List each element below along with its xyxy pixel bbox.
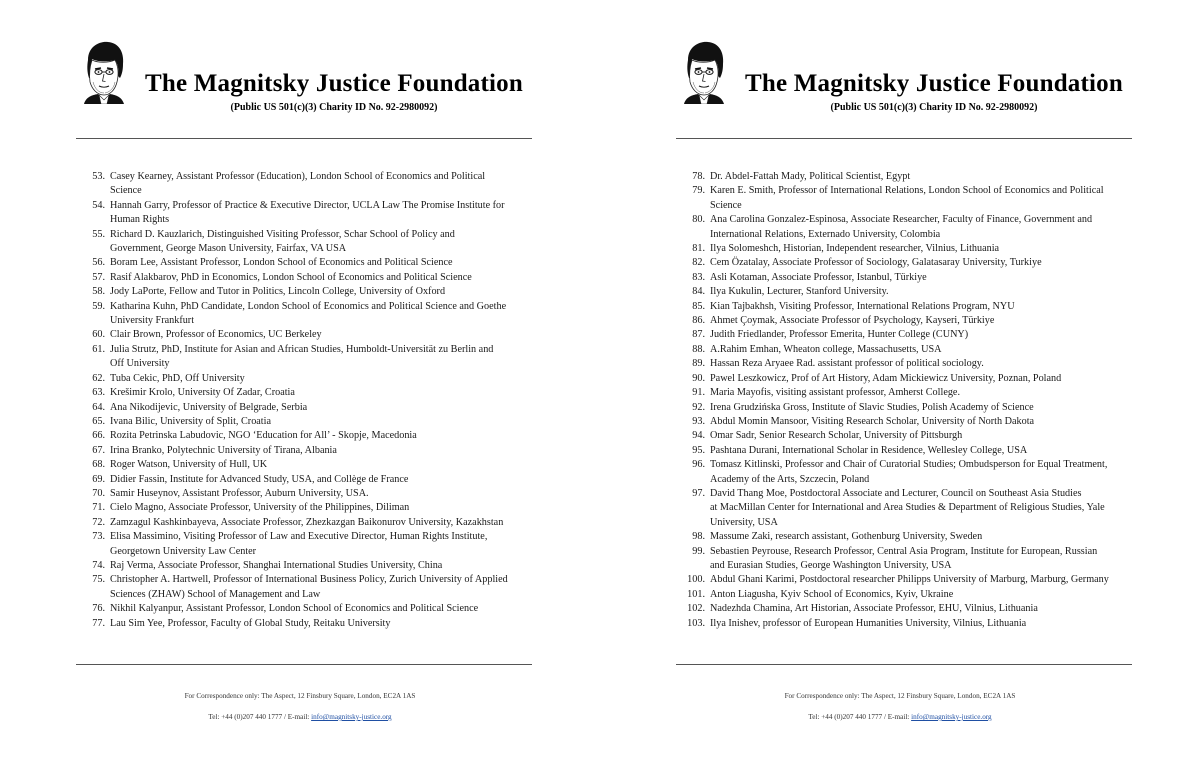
signatory-item: [674, 386, 1134, 400]
signatory-number: 86.: [692, 315, 705, 327]
signatory-line: Hannah Garry, Professor of Practice & Executive Director, UCLA Law The Promise Institute for: [110, 199, 505, 211]
signatory-item: [674, 357, 1134, 371]
signatory-number: 92.: [692, 401, 705, 413]
signatory-item: [674, 444, 1134, 458]
signatory-item: [88, 300, 528, 329]
signatory-text: [705, 545, 1134, 574]
signatory-text: [705, 256, 1134, 270]
signatory-line: Pashtana Durani, International Scholar in Residence, Wellesley College, USA: [710, 444, 1028, 456]
signatory-item: [674, 415, 1134, 429]
signatory-line: Sebastien Peyrouse, Research Professor, Central Asia Program, Institute for European, Russian: [710, 545, 1098, 557]
signatory-line: Irena Grudzińska Gross, Institute of Slavic Studies, Polish Academy of Science: [710, 401, 1034, 413]
signatory-text: [705, 429, 1134, 443]
signatory-item: [88, 199, 528, 228]
signatory-line: Pawel Leszkowicz, Prof of Art History, Adam Mickiewicz University, Poznan, Poland: [710, 372, 1062, 384]
signatory-line: Ana Nikodijevic, University of Belgrade, Serbia: [110, 401, 308, 413]
signatory-text: [705, 343, 1134, 357]
footer-divider: [76, 664, 532, 665]
signatory-line: Asli Kotaman, Associate Professor, Istanbul, Türkiye: [710, 271, 927, 283]
signatory-text: [105, 372, 528, 386]
signatory-line: Academy of the Arts, Szczecin, Poland: [710, 473, 870, 485]
signatory-text: [705, 602, 1134, 616]
signatory-text: [105, 501, 528, 515]
signatory-line: Cem Özatalay, Associate Professor of Sociology, Galatasaray University, Turkiye: [710, 257, 1042, 269]
signatory-line: at MacMillan Center for International and Area Studies & Department of Religious Studies, Yale: [710, 502, 1105, 514]
signatory-text: [705, 617, 1134, 631]
signatory-line: Christopher A. Hartwell, Professor of International Business Policy, Zurich University of Applied: [110, 574, 508, 586]
signatory-number: 60.: [92, 329, 105, 341]
signatory-number: 67.: [92, 444, 105, 456]
signatory-line: Kian Tajbakhsh, Visiting Professor, International Relations Program, NYU: [710, 300, 1015, 312]
signatory-item: [674, 458, 1134, 487]
contact-line: [0, 713, 600, 721]
signatory-number: 96.: [692, 459, 705, 471]
signatory-text: [705, 328, 1134, 342]
signatory-text: [705, 170, 1134, 184]
signatory-number: 79.: [692, 185, 705, 197]
signatory-number: 81.: [692, 243, 705, 255]
signatory-item: [88, 271, 528, 285]
signatory-line: Hassan Reza Aryaee Rad. assistant professor of political sociology.: [710, 358, 984, 370]
signatory-item: [88, 372, 528, 386]
signatory-text: [705, 184, 1134, 213]
signatory-line: Roger Watson, University of Hull, UK: [110, 459, 268, 471]
signatory-line: Krešimir Krolo, University Of Zadar, Croatia: [110, 387, 295, 399]
signatory-item: [674, 285, 1134, 299]
signatory-text: [705, 530, 1134, 544]
signatory-number: 53.: [92, 171, 105, 182]
signatory-number: 71.: [92, 502, 105, 514]
signatory-text: [705, 242, 1134, 256]
signatory-number: 85.: [692, 300, 705, 312]
signatory-number: 102.: [687, 603, 705, 615]
signatory-item: [88, 228, 528, 257]
signatory-line: Cielo Magno, Associate Professor, University of the Philippines, Diliman: [110, 502, 410, 514]
signatory-item: [674, 530, 1134, 544]
signatory-number: 58.: [92, 286, 105, 298]
signatory-text: [105, 602, 528, 616]
signatory-line: Lau Sim Yee, Professor, Faculty of Global Study, Reitaku University: [110, 617, 391, 629]
signatory-list: [674, 170, 1134, 631]
signatory-number: 54.: [92, 199, 105, 211]
signatory-text: [105, 386, 528, 400]
signatory-text: [105, 401, 528, 415]
signatory-line: Jody LaPorte, Fellow and Tutor in Politics, Lincoln College, University of Oxford: [110, 286, 446, 298]
signatory-item: [88, 170, 528, 199]
signatory-text: [105, 271, 528, 285]
signatory-item: [674, 545, 1134, 574]
signatory-item: [674, 300, 1134, 314]
signatory-line: Government, George Mason University, Fairfax, VA USA: [110, 243, 347, 255]
signatory-number: 73.: [92, 531, 105, 543]
signatory-item: [674, 588, 1134, 602]
footer-divider: [676, 664, 1132, 665]
signatory-line: Raj Verma, Associate Professor, Shanghai International Studies University, China: [110, 559, 443, 571]
signatory-item: [88, 559, 528, 573]
signatory-text: [705, 314, 1134, 328]
signatory-number: 83.: [692, 271, 705, 283]
signatory-item: [674, 573, 1134, 587]
signatory-number: 87.: [692, 329, 705, 341]
signatory-item: [674, 429, 1134, 443]
signatory-text: [705, 357, 1134, 371]
signatory-number: 77.: [92, 617, 105, 629]
signatory-number: 55.: [92, 228, 105, 240]
signatory-item: [674, 372, 1134, 386]
signatory-line: Ilya Solomeshch, Historian, Independent researcher, Vilnius, Lithuania: [710, 243, 1000, 255]
signatory-text: [105, 343, 528, 372]
signatory-item: [674, 213, 1134, 242]
signatory-number: 99.: [692, 545, 705, 557]
signatory-text: [705, 300, 1134, 314]
signatory-number: 90.: [692, 372, 705, 384]
signatory-item: [88, 530, 528, 559]
signatory-item: [88, 487, 528, 501]
signatory-number: 59.: [92, 300, 105, 312]
signatory-line: Massume Zaki, research assistant, Gothenburg University, Sweden: [710, 531, 983, 543]
signatory-line: Katharina Kuhn, PhD Candidate, London School of Economics and Political Science and Goethe: [110, 300, 507, 312]
header-divider: [76, 138, 532, 139]
signatory-line: Off University: [110, 358, 170, 370]
signatory-number: 63.: [92, 387, 105, 399]
signatory-text: [105, 199, 528, 228]
telephone-text: Tel: +44 (0)207 440 1777 / E-mail:: [808, 713, 912, 721]
signatory-line: Rasif Alakbarov, PhD in Economics, London School of Economics and Political Science: [110, 271, 472, 283]
signatory-line: Casey Kearney, Assistant Professor (Education), London School of Economics and Political: [110, 171, 486, 182]
signatory-text: [705, 285, 1134, 299]
signatory-line: Sciences (ZHAW) School of Management and Law: [110, 588, 321, 600]
signatory-number: 74.: [92, 559, 105, 571]
signatory-item: [674, 242, 1134, 256]
signatory-line: Dr. Abdel-Fattah Mady, Political Scientist, Egypt: [710, 171, 911, 182]
signatory-number: 80.: [692, 214, 705, 226]
signatory-line: Zamzagul Kashkinbayeva, Associate Professor, Zhezkazgan Baikonurov University, Kazakhstan: [110, 516, 504, 528]
signatory-number: 94.: [692, 430, 705, 442]
signatory-number: 101.: [687, 588, 705, 600]
signatory-text: [105, 530, 528, 559]
contact-line: [600, 713, 1200, 721]
signatory-line: Ahmet Çoymak, Associate Professor of Psychology, Kayseri, Türkiye: [710, 315, 995, 327]
signatory-number: 64.: [92, 401, 105, 413]
signatory-text: [705, 487, 1134, 530]
signatory-text: [105, 328, 528, 342]
signatory-text: [705, 386, 1134, 400]
signatory-number: 82.: [692, 257, 705, 269]
signatory-line: Richard D. Kauzlarich, Distinguished Visiting Professor, Schar School of Policy and: [110, 228, 455, 240]
foundation-title: The Magnitsky Justice Foundation: [145, 70, 523, 97]
signatory-text: [105, 617, 528, 631]
signatory-text: [705, 458, 1134, 487]
signatory-item: [88, 256, 528, 270]
signatory-number: 97.: [692, 487, 705, 499]
signatory-line: Tomasz Kitlinski, Professor and Chair of Curatorial Studies; Ombudsperson for Equal Treatment,: [710, 459, 1108, 471]
header-divider: [676, 138, 1132, 139]
signatory-item: [88, 343, 528, 372]
email-link[interactable]: info@magnitsky-justice.org: [911, 713, 992, 721]
signatory-text: [105, 444, 528, 458]
signatory-number: 66.: [92, 430, 105, 442]
signatory-item: [88, 617, 528, 631]
signatory-text: [705, 444, 1134, 458]
signatory-text: [705, 415, 1134, 429]
signatory-number: 78.: [692, 171, 705, 182]
signatory-line: Georgetown University Law Center: [110, 545, 257, 557]
signatory-line: Omar Sadr, Senior Research Scholar, University of Pittsburgh: [710, 430, 963, 442]
signatory-number: 95.: [692, 444, 705, 456]
signatory-line: David Thang Moe, Postdoctoral Associate and Lecturer, Council on Southeast Asia Studies: [710, 487, 1082, 499]
signatory-line: Elisa Massimino, Visiting Professor of Law and Executive Director, Human Rights Institute,: [110, 531, 488, 543]
signatory-item: [88, 429, 528, 443]
signatory-line: and Eurasian Studies, George Washington University, USA: [710, 559, 952, 571]
signatory-item: [674, 271, 1134, 285]
correspondence-address: For Correspondence only: The Aspect, 12 Finsbury Square, London, EC2A 1AS: [784, 692, 1016, 700]
signatory-number: 62.: [92, 372, 105, 384]
signatory-item: [674, 184, 1134, 213]
signatory-text: [105, 458, 528, 472]
signatory-item: [88, 501, 528, 515]
signatory-number: 91.: [692, 387, 705, 399]
signatory-item: [88, 473, 528, 487]
signatory-line: Judith Friedlander, Professor Emerita, Hunter College (CUNY): [710, 329, 969, 341]
signatory-item: [88, 328, 528, 342]
signatory-text: [105, 415, 528, 429]
signatory-item: [88, 602, 528, 616]
signatory-number: 75.: [92, 574, 105, 586]
document-page-right: [600, 0, 1200, 776]
signatory-number: 76.: [92, 603, 105, 615]
signatory-text: [105, 170, 528, 199]
signatory-item: [674, 328, 1134, 342]
signatory-text: [705, 271, 1134, 285]
signatory-item: [88, 458, 528, 472]
signatory-line: Science: [110, 185, 142, 197]
signatory-line: Nikhil Kalyanpur, Assistant Professor, London School of Economics and Political Science: [110, 603, 479, 615]
signatory-number: 65.: [92, 415, 105, 427]
signatory-line: Ilya Kukulin, Lecturer, Stanford University.: [710, 286, 889, 298]
signatory-item: [88, 386, 528, 400]
signatory-number: 72.: [92, 516, 105, 528]
signatory-line: Samir Huseynov, Assistant Professor, Auburn University, USA.: [110, 487, 369, 499]
signatory-number: 70.: [92, 487, 105, 499]
signatory-item: [674, 602, 1134, 616]
signatory-number: 68.: [92, 459, 105, 471]
signatory-line: Anton Liagusha, Kyiv School of Economics, Kyiv, Ukraine: [710, 588, 954, 600]
signatory-line: University, USA: [710, 516, 778, 528]
signatory-item: [674, 343, 1134, 357]
correspondence-address: For Correspondence only: The Aspect, 12 Finsbury Square, London, EC2A 1AS: [184, 692, 416, 700]
signatory-item: [674, 401, 1134, 415]
signatory-number: 84.: [692, 286, 705, 298]
signatory-text: [105, 300, 528, 329]
charity-id: (Public US 501(c)(3) Charity ID No. 92-2980092): [230, 102, 438, 113]
signatory-line: Abdul Momin Mansoor, Visiting Research Scholar, University of North Dakota: [710, 415, 1035, 427]
signatory-line: Nadezhda Chamina, Art Historian, Associate Professor, EHU, Vilnius, Lithuania: [710, 603, 1038, 615]
signatory-number: 103.: [687, 617, 705, 629]
signatory-text: [105, 487, 528, 501]
signatory-item: [88, 444, 528, 458]
signatory-line: International Relations, Externado University, Colombia: [710, 228, 941, 240]
signatory-item: [674, 617, 1134, 631]
signatory-text: [105, 573, 528, 602]
signatory-text: [705, 401, 1134, 415]
signatory-line: Human Rights: [110, 214, 170, 226]
signatory-text: [705, 372, 1134, 386]
signatory-number: 57.: [92, 271, 105, 283]
signatory-item: [674, 314, 1134, 328]
signatory-item: [88, 573, 528, 602]
signatory-number: 98.: [692, 531, 705, 543]
signatory-item: [674, 487, 1134, 530]
signatory-text: [705, 213, 1134, 242]
signatory-list: [88, 170, 528, 631]
signatory-text: [105, 228, 528, 257]
signatory-text: [105, 256, 528, 270]
signatory-number: 56.: [92, 257, 105, 269]
signatory-text: [705, 588, 1134, 602]
signatory-line: Abdul Ghani Karimi, Postdoctoral researcher Philipps University of Marburg, Marburg, Germany: [710, 574, 1109, 586]
signatory-line: Boram Lee, Assistant Professor, London School of Economics and Political Science: [110, 257, 453, 269]
signatory-line: Ivana Bilic, University of Split, Croatia: [110, 415, 271, 427]
signatory-text: [105, 429, 528, 443]
signatory-item: [674, 170, 1134, 184]
signatory-line: Clair Brown, Professor of Economics, UC Berkeley: [110, 329, 322, 341]
signatory-item: [88, 285, 528, 299]
signatory-line: Irina Branko, Polytechnic University of Tirana, Albania: [110, 444, 337, 456]
signatory-line: Tuba Cekic, PhD, Off University: [110, 372, 245, 384]
signatory-text: [105, 473, 528, 487]
signatory-text: [705, 573, 1134, 587]
signatory-text: [105, 559, 528, 573]
signatory-text: [105, 285, 528, 299]
signatory-line: Karen E. Smith, Professor of International Relations, London School of Economics and Political: [710, 185, 1104, 197]
signatory-number: 89.: [692, 358, 705, 370]
signatory-line: University Frankfurt: [110, 315, 195, 327]
signatory-number: 93.: [692, 415, 705, 427]
signatory-item: [674, 256, 1134, 270]
signatory-line: Maria Mayofis, visiting assistant professor, Amherst College.: [710, 387, 961, 399]
signatory-line: Didier Fassin, Institute for Advanced Study, USA, and Collège de France: [110, 473, 409, 485]
signatory-line: Julia Strutz, PhD, Institute for Asian and African Studies, Humboldt-Universität zu Berlin and: [110, 343, 494, 355]
signatory-number: 69.: [92, 473, 105, 485]
signatory-item: [88, 516, 528, 530]
signatory-line: A.Rahim Emhan, Wheaton college, Massachusetts, USA: [710, 343, 942, 355]
signatory-number: 88.: [692, 343, 705, 355]
charity-id: (Public US 501(c)(3) Charity ID No. 92-2980092): [830, 102, 1038, 113]
signatory-line: Ana Carolina Gonzalez-Espinosa, Associate Researcher, Faculty of Finance, Government and: [710, 214, 1093, 226]
telephone-text: Tel: +44 (0)207 440 1777 / E-mail:: [208, 713, 312, 721]
signatory-number: 61.: [92, 343, 105, 355]
signatory-number: 100.: [687, 574, 705, 586]
signatory-item: [88, 415, 528, 429]
signatory-line: Science: [710, 199, 742, 211]
email-link[interactable]: info@magnitsky-justice.org: [311, 713, 392, 721]
foundation-title: The Magnitsky Justice Foundation: [745, 70, 1123, 97]
signatory-item: [88, 401, 528, 415]
signatory-line: Ilya Inishev, professor of European Humanities University, Vilnius, Lithuania: [710, 617, 1027, 629]
signatory-line: Rozita Petrinska Labudovic, NGO ‘Education for All’ - Skopje, Macedonia: [110, 430, 417, 442]
signatory-text: [105, 516, 528, 530]
